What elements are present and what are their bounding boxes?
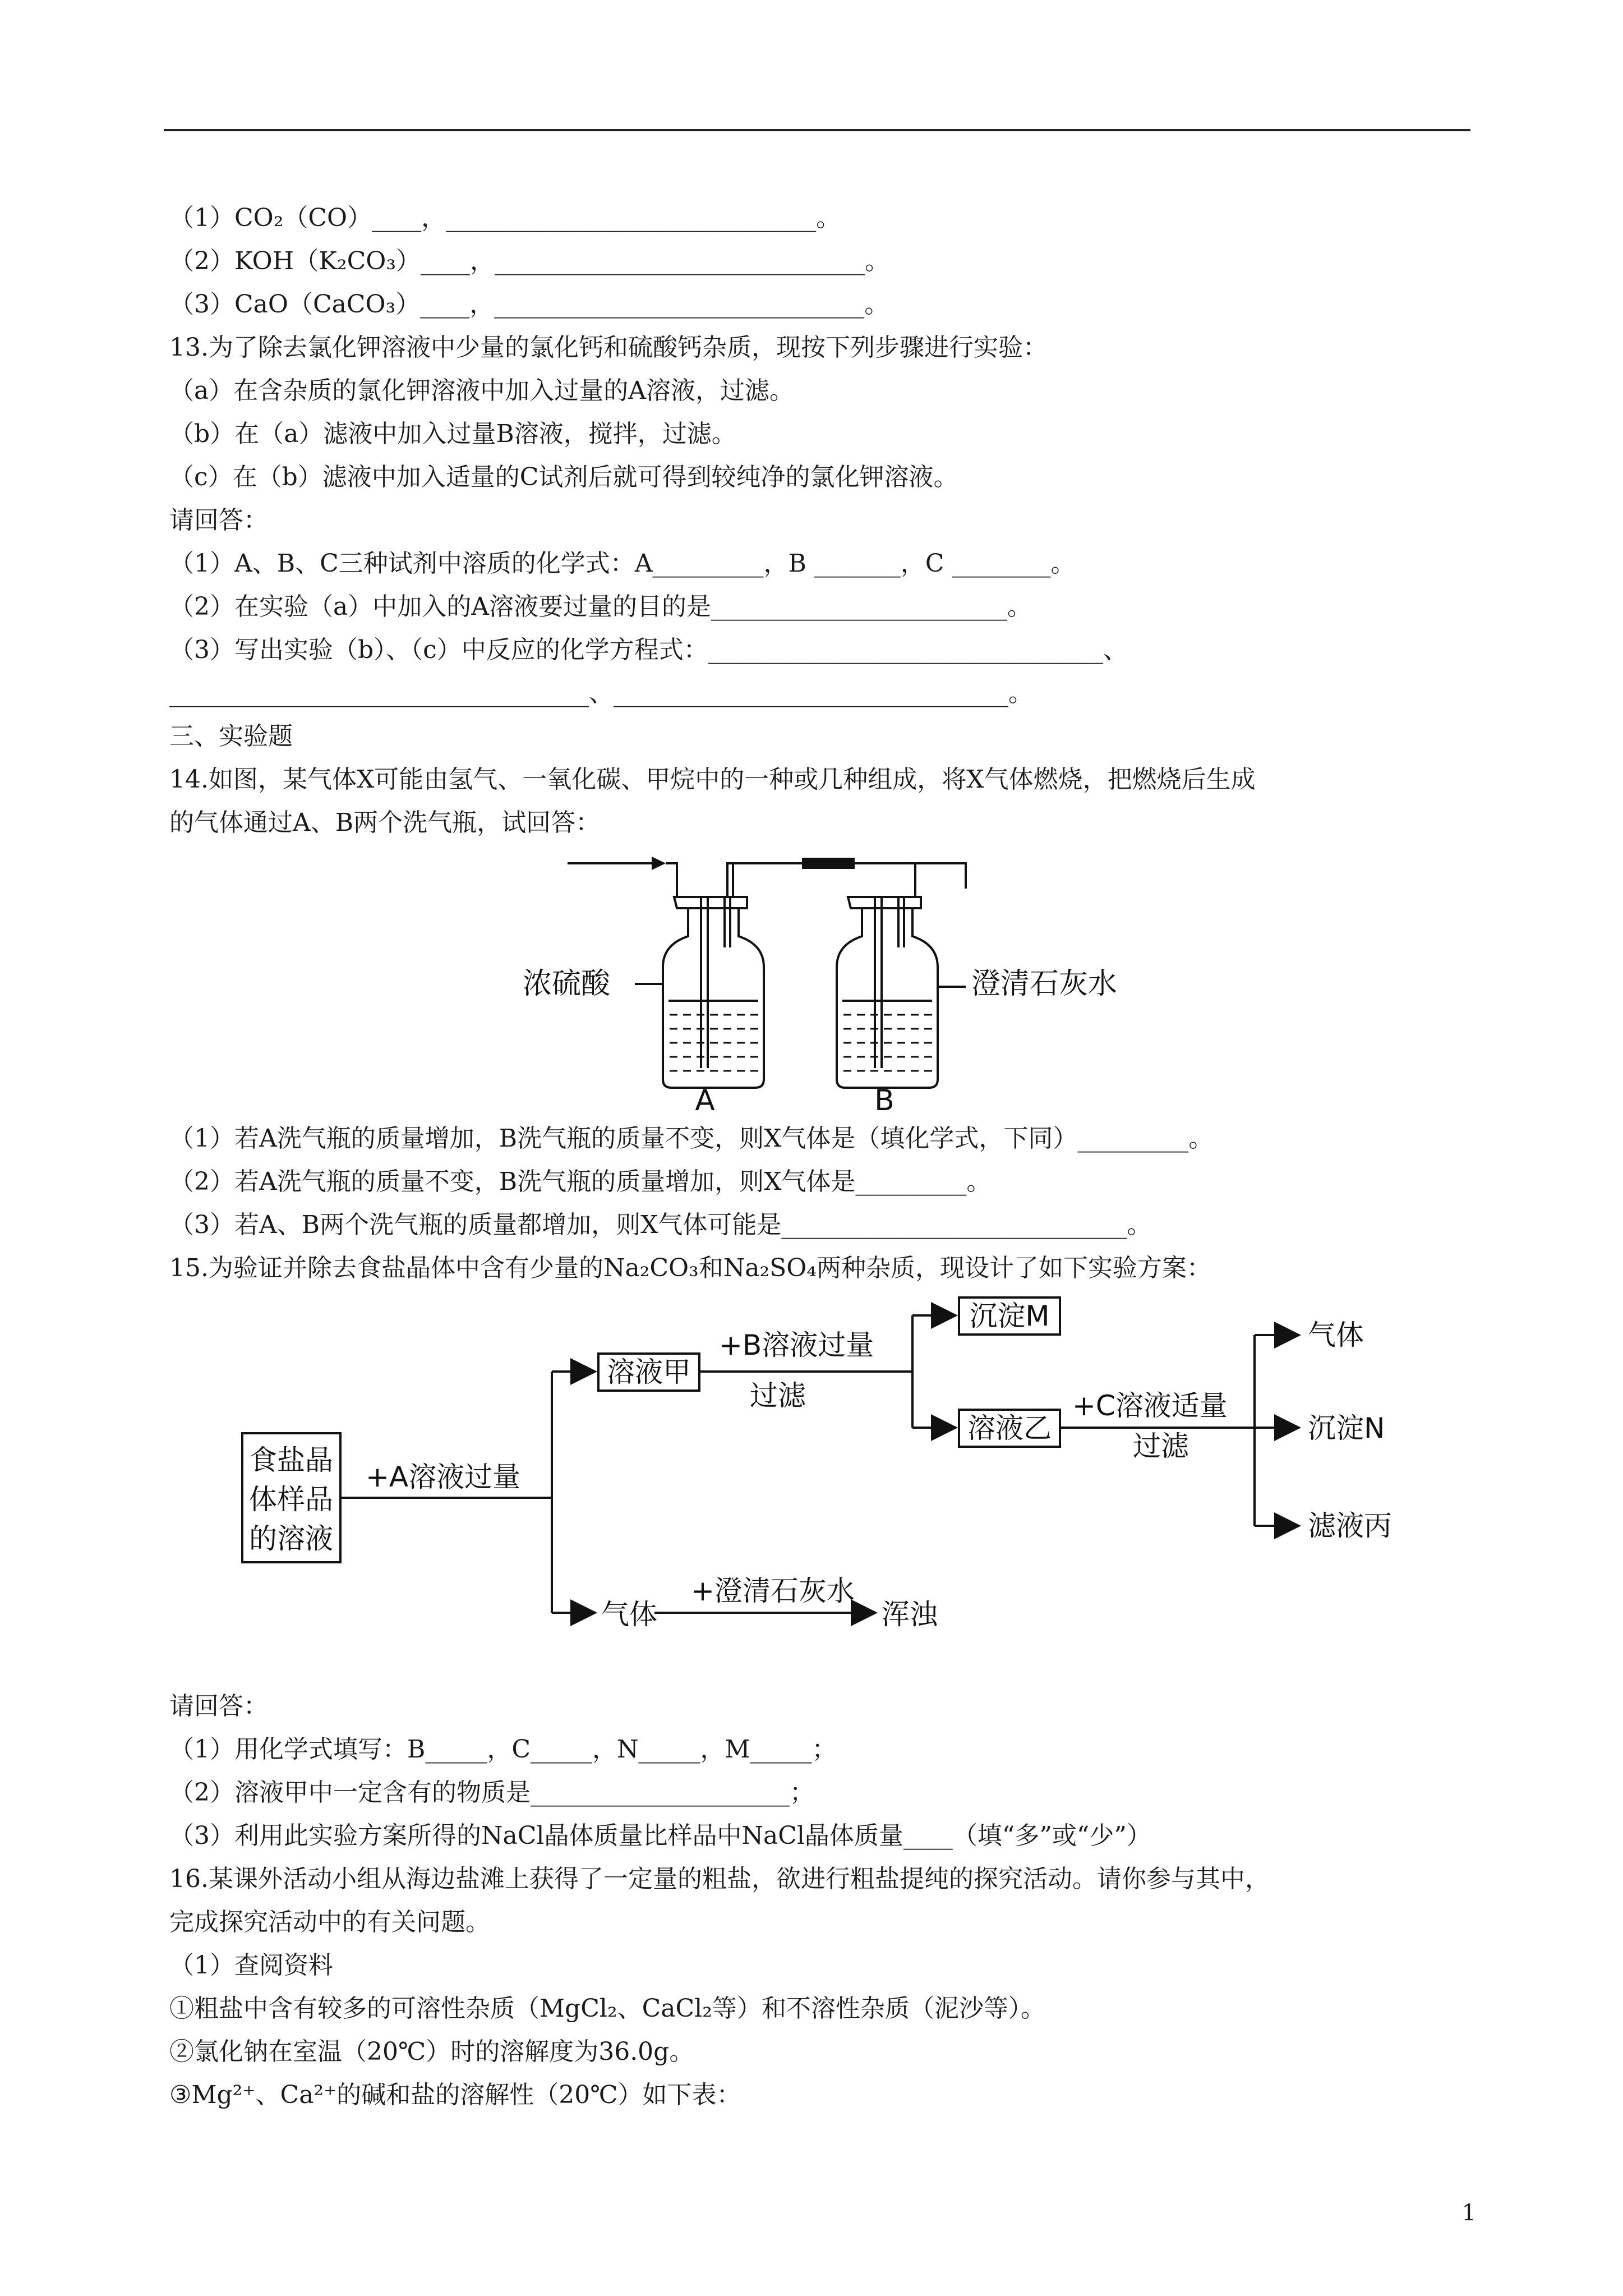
question-16-stem: 16.某课外活动小组从海边盐滩上获得了一定量的粗盐，欲进行粗盐提纯的探究活动。请你参与其中， bbox=[169, 1865, 1270, 1893]
text-line: （1）查阅资料 bbox=[169, 1951, 333, 1980]
gas-out-label: 气体 bbox=[1308, 1319, 1364, 1351]
bottle-b bbox=[837, 863, 966, 1088]
text-line: ③Mg²⁺、Ca²⁺的碱和盐的溶解性（20℃）如下表： bbox=[169, 2081, 741, 2109]
experiment-flowchart-figure bbox=[169, 1293, 1476, 1680]
question-13-stem: 13.为了除去氯化钾溶液中少量的氯化钙和硫酸钙杂质，现按下列步骤进行实验： bbox=[169, 333, 1048, 362]
header-rule bbox=[164, 129, 1470, 131]
question-14-stem: 14.如图，某气体X可能由氢气、一氧化碳、甲烷中的一种或几种组成，将X气体燃烧，把燃烧后生成 bbox=[169, 765, 1256, 794]
solution-jia-label: 溶液甲 bbox=[607, 1356, 691, 1388]
section-heading: 三、实验题 bbox=[169, 722, 293, 751]
limewater-step-label: +澄清石灰水 bbox=[691, 1575, 855, 1607]
text-line: 完成探究活动中的有关问题。 bbox=[169, 1908, 490, 1936]
start-box-line-1: 食盐晶 bbox=[249, 1444, 333, 1476]
label-bottle-b: B bbox=[874, 1084, 895, 1110]
text-line: （3）利用此实验方案所得的NaCl晶体质量比样品中NaCl晶体质量____（填“多”或“少”） bbox=[169, 1821, 1151, 1850]
text-line: （1）用化学式填写：B_____，C_____，N_____，M_____； bbox=[169, 1735, 837, 1764]
text-line: （1）A、B、C三种试剂中溶质的化学式：A_________，B _______，C ________。 bbox=[169, 549, 1076, 578]
text-line: （c）在（b）滤液中加入适量的C试剂后就可得到较纯净的氯化钾溶液。 bbox=[169, 463, 958, 491]
flowchart-svg bbox=[169, 1293, 1476, 1680]
text-line: （1）若A洗气瓶的质量增加，B洗气瓶的质量不变，则X气体是（填化学式，下同）_________。 bbox=[169, 1124, 1214, 1153]
gas-lower-label: 气体 bbox=[601, 1598, 657, 1631]
text-block-3 bbox=[169, 1685, 1476, 2116]
step-b-label: +B溶液过量 bbox=[719, 1329, 874, 1361]
precipitate-n-label: 沉淀N bbox=[1308, 1412, 1385, 1444]
solution-yi-label: 溶液乙 bbox=[967, 1412, 1052, 1444]
text-line: 的气体通过A、B两个洗气瓶，试回答： bbox=[169, 808, 601, 837]
step-a-label: +A溶液过量 bbox=[366, 1461, 521, 1493]
text-block-2 bbox=[169, 1117, 1476, 1290]
gas-washing-apparatus-figure bbox=[169, 846, 1476, 1110]
label-bottle-a: A bbox=[695, 1084, 715, 1110]
text-line: ①粗盐中含有较多的可溶性杂质（MgCl₂、CaCl₂等）和不溶性杂质（泥沙等）。 bbox=[169, 1994, 1045, 2023]
text-line: （2）溶液甲中一定含有的物质是_____________________； bbox=[169, 1778, 814, 1807]
text-line: （3）若A、B两个洗气瓶的质量都增加，则X气体可能是____________________________。 bbox=[169, 1211, 1152, 1239]
text-line: 请回答： bbox=[169, 506, 268, 535]
start-box-line-3: 的溶液 bbox=[249, 1522, 333, 1555]
filtrate-bing-label: 滤液丙 bbox=[1308, 1510, 1392, 1542]
text-line: （3）写出实验（b）、（c）中反应的化学方程式：________________________________、 bbox=[169, 636, 1128, 664]
text-line: （a）在含杂质的氯化钾溶液中加入过量的A溶液，过滤。 bbox=[169, 376, 795, 405]
question-15-stem: 15.为验证并除去食盐晶体中含有少量的Na₂CO₃和Na₂SO₄两种杂质，现设计了如下实验方案： bbox=[169, 1254, 1211, 1282]
page-number: 1 bbox=[1461, 2200, 1476, 2226]
turbid-label: 浑浊 bbox=[882, 1598, 938, 1631]
step-c-label: +C溶液适量 bbox=[1072, 1389, 1228, 1422]
document-body bbox=[169, 196, 1476, 2116]
label-limewater: 澄清石灰水 bbox=[971, 967, 1118, 1001]
text-line: （1）CO₂（CO）____，______________________________。 bbox=[169, 204, 841, 232]
text-line: （3）CaO（CaCO₃）____，______________________________。 bbox=[169, 290, 889, 319]
filter-1-label: 过滤 bbox=[750, 1379, 806, 1412]
filter-2-label: 过滤 bbox=[1133, 1430, 1189, 1462]
text-line: 请回答： bbox=[169, 1692, 268, 1720]
inlet-arrowhead bbox=[652, 857, 666, 870]
text-line: __________________________________、________________________________。 bbox=[169, 679, 1033, 707]
text-line: （2）在实验（a）中加入的A溶液要过量的目的是________________________。 bbox=[169, 592, 1032, 621]
apparatus-svg bbox=[169, 846, 1476, 1110]
bottle-a bbox=[663, 897, 764, 1088]
text-line: （2）若A洗气瓶的质量不变，B洗气瓶的质量增加，则X气体是_________。 bbox=[169, 1167, 992, 1196]
text-line: （2）KOH（K₂CO₃）____，______________________________。 bbox=[169, 247, 890, 275]
text-line: ②氯化钠在室温（20℃）时的溶解度为36.0g。 bbox=[169, 2037, 694, 2066]
rubber-connector bbox=[803, 859, 854, 868]
precipitate-m-label: 沉淀M bbox=[969, 1300, 1050, 1332]
start-box-line-2: 体样品 bbox=[249, 1483, 333, 1516]
text-block-1 bbox=[169, 196, 1476, 844]
text-line: （b）在（a）滤液中加入过量B溶液，搅拌，过滤。 bbox=[169, 420, 736, 448]
label-concentrated-sulfuric-acid: 浓硫酸 bbox=[523, 967, 611, 1001]
